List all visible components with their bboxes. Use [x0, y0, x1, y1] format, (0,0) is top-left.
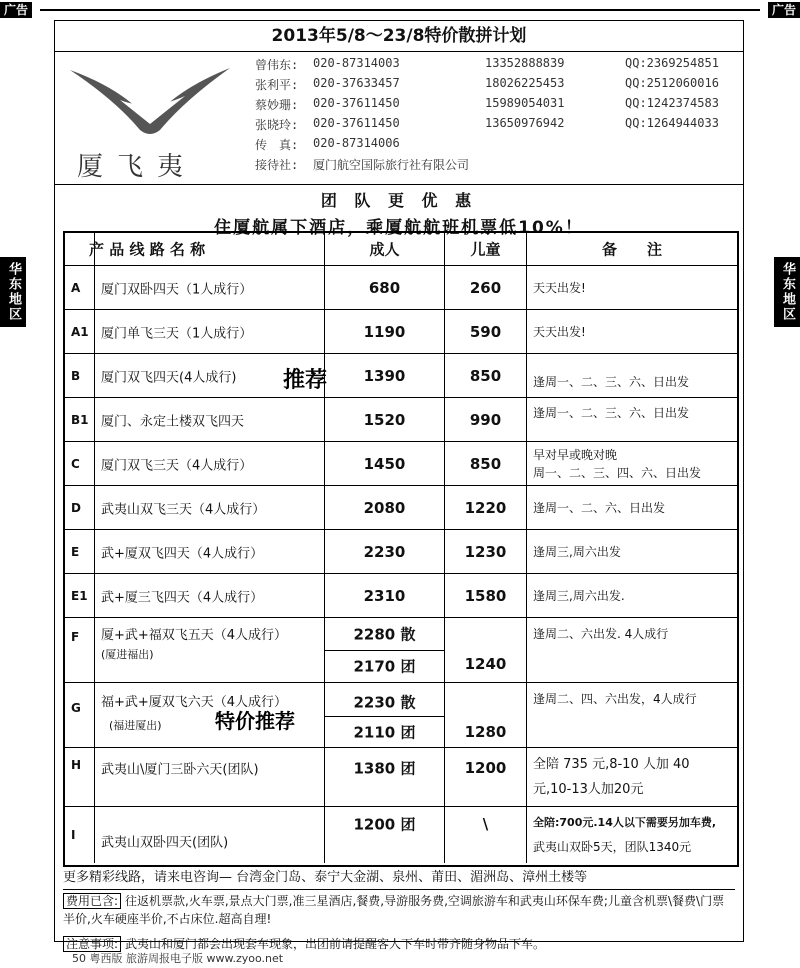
table-row: [65, 748, 737, 807]
row-remark: 逢周一、二、三、六、日出发: [533, 406, 690, 421]
row-remark: 早对早或晚对晚: [533, 447, 618, 462]
promo-line-1: 团 队 更 优 惠: [320, 191, 478, 210]
more-routes: 更多精彩线路，请来电咨询— 台湾金门岛、泰宁大金湖、泉州、莆田、湄洲岛、漳州土楼等: [63, 870, 588, 885]
table-row: [65, 266, 737, 310]
row-child-price: 990: [469, 410, 502, 429]
row-code: E: [71, 544, 80, 559]
row-remark: 逢周二、六出发. 4人成行: [533, 627, 669, 641]
contact-tel: 020-37611450: [313, 116, 400, 130]
row-remark: 周一、二、三、四、六、日出发: [533, 465, 702, 480]
logo-text: 厦飞夷: [77, 152, 198, 182]
contact-qq: QQ:2512060016: [625, 76, 719, 90]
row-remark: 逢周二、四、六出发，4人成行: [533, 692, 697, 706]
contact-tel: 020-37633457: [313, 76, 400, 90]
header-remark: 备 注: [601, 240, 662, 259]
table-header: [65, 233, 737, 266]
table-row: [65, 530, 737, 574]
row-name: 厦门双卧四天（1人成行）: [101, 282, 253, 297]
row-remark: 逢周三,周六出发.: [533, 588, 625, 603]
row-remark: 天天出发!: [533, 324, 586, 339]
contact-mobile: 13650976942: [485, 116, 565, 130]
xiamen-airlines-logo: [65, 60, 235, 182]
row-remark: 逢周三,周六出发: [533, 544, 621, 559]
row-name: 福+武+厦双飞六天（4人成行）: [101, 695, 288, 710]
table-row: [65, 442, 737, 486]
row-adult-price: 2080: [363, 498, 406, 517]
table-row: [65, 398, 737, 442]
row-adult-price: 2310: [363, 586, 406, 605]
header-adult: 成人: [369, 240, 400, 259]
row-remark: 天天出发!: [533, 280, 586, 295]
row-child-price: \: [482, 814, 489, 833]
page-footer: 50 粤西版 旅游周报电子版 www.zyoo.net: [72, 952, 284, 965]
row-code: A1: [71, 324, 89, 339]
row-code: H: [71, 758, 82, 773]
promo-banner: [55, 184, 743, 238]
row-code: E1: [71, 588, 88, 603]
row-subtitle: (厦进福出): [101, 648, 154, 661]
table-row: [65, 618, 737, 683]
region-tab-right: 华东地区: [774, 257, 800, 327]
row-child-price: 850: [469, 366, 502, 385]
contact-name: 张晓玲:: [255, 118, 299, 132]
page-title: 2013年5/8～23/8特价散拼计划: [55, 21, 743, 52]
row-child-price: 850: [469, 454, 502, 473]
row-name: 厦+武+福双飞五天（4人成行）: [101, 628, 288, 643]
row-code: C: [71, 456, 80, 471]
ad-label-right: 广告: [768, 2, 800, 18]
fee-text: 往返机票款,火车票,景点大门票,准三星酒店,餐费,导游服务费,空调旅游车和武夷山环保车费;儿童含机票\餐费\门票半价,火车硬座半价,不占床位.超高自理!: [63, 894, 725, 926]
contact-tel: 020-87314003: [313, 56, 400, 70]
contact-mobile: 13352888839: [485, 56, 565, 70]
row-adult-price: 1390: [363, 366, 406, 385]
contact-name: 曾伟东:: [255, 58, 299, 72]
table-row: [65, 683, 737, 748]
table-row: [65, 310, 737, 354]
row-code: B: [71, 368, 81, 383]
row-remark: 元,10-13人加20元: [533, 781, 644, 797]
row-child-price: 1580: [464, 586, 507, 605]
row-adult-price-scattered: 2230 散: [353, 693, 416, 712]
special-recommend-stamp: 特价推荐: [215, 709, 295, 733]
row-name: 武+厦三飞四天（4人成行）: [101, 590, 264, 605]
bird-logo-icon: [65, 60, 235, 150]
row-adult-price: 2230: [363, 542, 406, 561]
row-adult-price: 1200 团: [353, 815, 416, 834]
row-adult-price-scattered: 2280 散: [353, 625, 416, 644]
fee-included: [63, 889, 735, 928]
contact-name: 蔡妙珊:: [255, 98, 299, 112]
header-child: 儿童: [470, 240, 501, 259]
row-adult-price: 680: [368, 278, 401, 297]
row-code: A: [71, 280, 81, 295]
contact-block: [55, 52, 743, 184]
row-adult-price: 1520: [363, 410, 406, 429]
row-subtitle: (福进厦出): [109, 719, 162, 732]
row-code: B1: [71, 412, 89, 427]
row-code: F: [71, 630, 80, 644]
price-table: [63, 231, 739, 867]
row-name: 厦门单飞三天（1人成行）: [101, 326, 253, 341]
agency-label: 接待社:: [255, 158, 299, 172]
row-remark: 全陪 735 元,8-10 人加 40: [533, 757, 690, 773]
row-name: 厦门双飞三天（4人成行）: [101, 458, 253, 473]
row-adult-price-group: 2170 团: [353, 657, 416, 676]
agency-value: 厦门航空国际旅行社有限公司: [313, 158, 470, 172]
ad-label-left: 广告: [0, 2, 32, 18]
row-code: I: [71, 828, 76, 842]
row-code: G: [71, 701, 81, 715]
row-child-price: 260: [469, 278, 502, 297]
row-child-price: 590: [469, 322, 502, 341]
fee-label: 费用已含:: [63, 893, 121, 909]
row-child-price: 1220: [464, 498, 507, 517]
region-tab-left: 华东地区: [0, 257, 26, 327]
recommend-stamp: 推荐: [283, 368, 328, 393]
row-name: 武+厦双飞四天（4人成行）: [101, 546, 264, 561]
header-name: 产 品 线 路 名 称: [89, 240, 206, 259]
contact-name: 传 真:: [255, 138, 299, 152]
note-text: 武夷山和厦门都会出现套车现象，出团前请提醒客人下车时带齐随身物品下车。: [125, 937, 546, 951]
contact-qq: QQ:1264944033: [625, 116, 719, 130]
promo-line-2: 住厦航属下酒店，乘厦航航班机票低10%！: [214, 218, 584, 238]
row-name: 武夷山双飞三天（4人成行）: [101, 502, 266, 517]
table-row: [65, 574, 737, 618]
contact-mobile: 18026225453: [485, 76, 565, 90]
row-adult-price: 1380 团: [353, 759, 416, 778]
row-child-price: 1240: [464, 655, 507, 674]
row-child-price: 1200: [464, 759, 507, 778]
contact-fax: 020-87314006: [313, 136, 400, 150]
ad-frame: [54, 20, 744, 951]
table-row: [65, 807, 737, 863]
row-child-price: 1280: [464, 722, 507, 741]
row-name: 厦门双飞四天(4人成行): [101, 370, 237, 385]
table-row: [65, 486, 737, 530]
contact-qq: QQ:2369254851: [625, 56, 719, 70]
row-child-price: 1230: [464, 542, 507, 561]
contact-qq: QQ:1242374583: [625, 96, 719, 110]
top-bar: [0, 0, 800, 20]
contact-tel: 020-37611450: [313, 96, 400, 110]
row-name: 武夷山双卧四天(团队): [101, 835, 229, 851]
contact-mobile: 15989054031: [485, 96, 565, 110]
row-remark: 逢周一、二、三、六、日出发: [533, 374, 690, 389]
note-label: 注意事项:: [63, 936, 121, 952]
row-code: D: [71, 500, 81, 515]
row-adult-price: 1190: [363, 322, 406, 341]
row-adult-price-group: 2110 团: [353, 723, 416, 742]
row-remark: 逢周一、二、六、日出发: [533, 500, 666, 515]
row-name: 武夷山\厦门三卧六天(团队): [101, 762, 259, 778]
row-name: 厦门、永定土楼双飞四天: [101, 414, 245, 429]
top-rule: [40, 9, 760, 11]
row-adult-price: 1450: [363, 454, 406, 473]
table-row: [65, 354, 737, 398]
contact-name: 张利平:: [255, 78, 299, 92]
row-remark: 武夷山双卧5天，团队1340元: [533, 840, 692, 855]
row-remark: 全陪:700元.14人以下需要另加车费,: [533, 815, 717, 829]
